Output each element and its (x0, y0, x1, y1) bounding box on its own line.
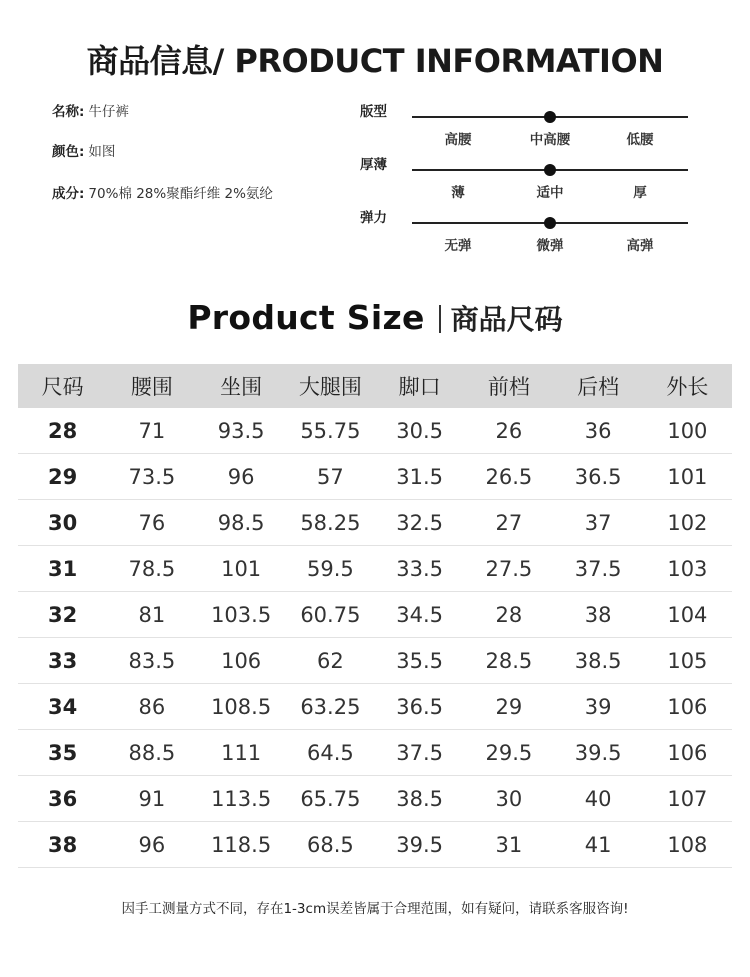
scale-label: 版型 (360, 104, 387, 120)
scale-option: 无弹 (444, 238, 472, 254)
measurement-cell: 32.5 (375, 500, 464, 546)
scale-option: 低腰 (626, 132, 654, 148)
measurement-cell: 62 (286, 638, 375, 684)
scale-2 (360, 157, 700, 207)
info-material-label: 成分: (52, 186, 85, 202)
scale-option: 适中 (536, 185, 564, 201)
size-section-title (0, 298, 750, 338)
measurement-cell: 68.5 (286, 822, 375, 868)
table-row (18, 500, 732, 546)
measurement-cell: 37 (554, 500, 643, 546)
size-cell: 30 (18, 500, 107, 546)
measurement-cell: 59.5 (286, 546, 375, 592)
table-row (18, 822, 732, 868)
measurement-cell: 38.5 (554, 638, 643, 684)
measurement-cell: 36.5 (554, 454, 643, 500)
measurement-cell: 36.5 (375, 684, 464, 730)
measurement-cell: 105 (643, 638, 732, 684)
measurement-cell: 106 (643, 684, 732, 730)
measurement-cell: 103.5 (197, 592, 286, 638)
info-material-row (52, 182, 273, 202)
measurement-cell: 86 (107, 684, 196, 730)
table-row (18, 408, 732, 454)
measurement-cell: 55.75 (286, 408, 375, 454)
measurement-cell: 107 (643, 776, 732, 822)
table-row (18, 546, 732, 592)
measurement-cell: 101 (197, 546, 286, 592)
table-row (18, 592, 732, 638)
measurement-cell: 39.5 (375, 822, 464, 868)
measurement-cell: 101 (643, 454, 732, 500)
measurement-cell: 81 (107, 592, 196, 638)
measurement-cell: 33.5 (375, 546, 464, 592)
info-color-label: 颜色: (52, 144, 85, 160)
scale-option: 微弹 (536, 238, 564, 254)
measurement-cell: 96 (107, 822, 196, 868)
measurement-cell: 108 (643, 822, 732, 868)
measurement-cell: 63.25 (286, 684, 375, 730)
size-cell: 34 (18, 684, 107, 730)
measurement-cell: 28 (464, 592, 553, 638)
measurement-cell: 37.5 (375, 730, 464, 776)
page-title: 商品信息/ PRODUCT INFORMATION (86, 42, 664, 80)
measurement-cell: 111 (197, 730, 286, 776)
measurement-cell: 35.5 (375, 638, 464, 684)
measurement-cell: 102 (643, 500, 732, 546)
column-header: 前档 (464, 364, 553, 408)
table-row (18, 730, 732, 776)
measurement-cell: 78.5 (107, 546, 196, 592)
measurement-cell: 31 (464, 822, 553, 868)
measurement-cell: 39.5 (554, 730, 643, 776)
table-row (18, 454, 732, 500)
measurement-cell: 91 (107, 776, 196, 822)
measurement-cell: 108.5 (197, 684, 286, 730)
measurement-cell: 40 (554, 776, 643, 822)
measurement-cell: 76 (107, 500, 196, 546)
measurement-cell: 26 (464, 408, 553, 454)
measurement-cell: 38 (554, 592, 643, 638)
measurement-cell: 100 (643, 408, 732, 454)
info-color-value: 如图 (88, 144, 116, 160)
measurement-cell: 36 (554, 408, 643, 454)
measurement-cell: 39 (554, 684, 643, 730)
info-name-row (52, 100, 129, 120)
measurement-cell: 34.5 (375, 592, 464, 638)
size-cell: 36 (18, 776, 107, 822)
measurement-cell: 83.5 (107, 638, 196, 684)
scale-option: 薄 (451, 185, 465, 201)
column-header: 外长 (643, 364, 732, 408)
size-cell: 35 (18, 730, 107, 776)
column-header: 腰围 (107, 364, 196, 408)
measurement-cell: 30 (464, 776, 553, 822)
measurement-cell: 38.5 (375, 776, 464, 822)
measurement-cell: 96 (197, 454, 286, 500)
measurement-cell: 29.5 (464, 730, 553, 776)
measurement-cell: 71 (107, 408, 196, 454)
size-cell: 28 (18, 408, 107, 454)
size-cell: 29 (18, 454, 107, 500)
size-cell: 31 (18, 546, 107, 592)
measurement-cell: 113.5 (197, 776, 286, 822)
column-header: 脚口 (375, 364, 464, 408)
measurement-note: 因手工测量方式不同，存在1-3cm误差皆属于合理范围，如有疑问，请联系客服咨询! (121, 901, 629, 917)
column-header: 坐围 (197, 364, 286, 408)
column-header: 尺码 (18, 364, 107, 408)
table-row (18, 684, 732, 730)
measurement-cell: 103 (643, 546, 732, 592)
measurement-cell: 104 (643, 592, 732, 638)
measurement-cell: 41 (554, 822, 643, 868)
info-name-label: 名称: (52, 104, 85, 120)
scale-marker (544, 164, 556, 176)
measurement-cell: 29 (464, 684, 553, 730)
size-cell: 33 (18, 638, 107, 684)
scale-label: 厚薄 (360, 157, 387, 173)
scale-marker (544, 217, 556, 229)
scale-option: 高腰 (444, 132, 472, 148)
column-header: 大腿围 (286, 364, 375, 408)
size-table-header-row (18, 364, 732, 408)
measurement-cell: 65.75 (286, 776, 375, 822)
scale-label: 弹力 (360, 210, 387, 226)
measurement-cell: 106 (643, 730, 732, 776)
measurement-cell: 30.5 (375, 408, 464, 454)
measurement-cell: 93.5 (197, 408, 286, 454)
scale-option: 中高腰 (529, 132, 571, 148)
info-material-value: 70%棉 28%聚酯纤维 2%氨纶 (88, 186, 273, 202)
measurement-cell: 27.5 (464, 546, 553, 592)
measurement-cell: 98.5 (197, 500, 286, 546)
table-row (18, 638, 732, 684)
size-title-en: Product Size (187, 298, 425, 337)
size-title-cn: 商品尺码 (450, 303, 563, 336)
size-table (18, 364, 732, 868)
scale-option: 厚 (633, 185, 647, 201)
measurement-cell: 27 (464, 500, 553, 546)
info-name-value: 牛仔裤 (88, 104, 129, 120)
info-color-row (52, 140, 115, 160)
measurement-cell: 26.5 (464, 454, 553, 500)
measurement-cell: 28.5 (464, 638, 553, 684)
title-divider (439, 305, 441, 333)
measurement-cell: 37.5 (554, 546, 643, 592)
column-header: 后档 (554, 364, 643, 408)
measurement-cell: 60.75 (286, 592, 375, 638)
measurement-cell: 88.5 (107, 730, 196, 776)
measurement-cell: 64.5 (286, 730, 375, 776)
size-cell: 32 (18, 592, 107, 638)
measurement-cell: 58.25 (286, 500, 375, 546)
size-table-body (18, 408, 732, 868)
measurement-cell: 31.5 (375, 454, 464, 500)
table-row (18, 776, 732, 822)
scale-option: 高弹 (626, 238, 654, 254)
measurement-cell: 118.5 (197, 822, 286, 868)
scale-3 (360, 210, 700, 260)
measurement-cell: 57 (286, 454, 375, 500)
size-cell: 38 (18, 822, 107, 868)
measurement-cell: 73.5 (107, 454, 196, 500)
scale-marker (544, 111, 556, 123)
measurement-cell: 106 (197, 638, 286, 684)
scale-1 (360, 104, 700, 154)
